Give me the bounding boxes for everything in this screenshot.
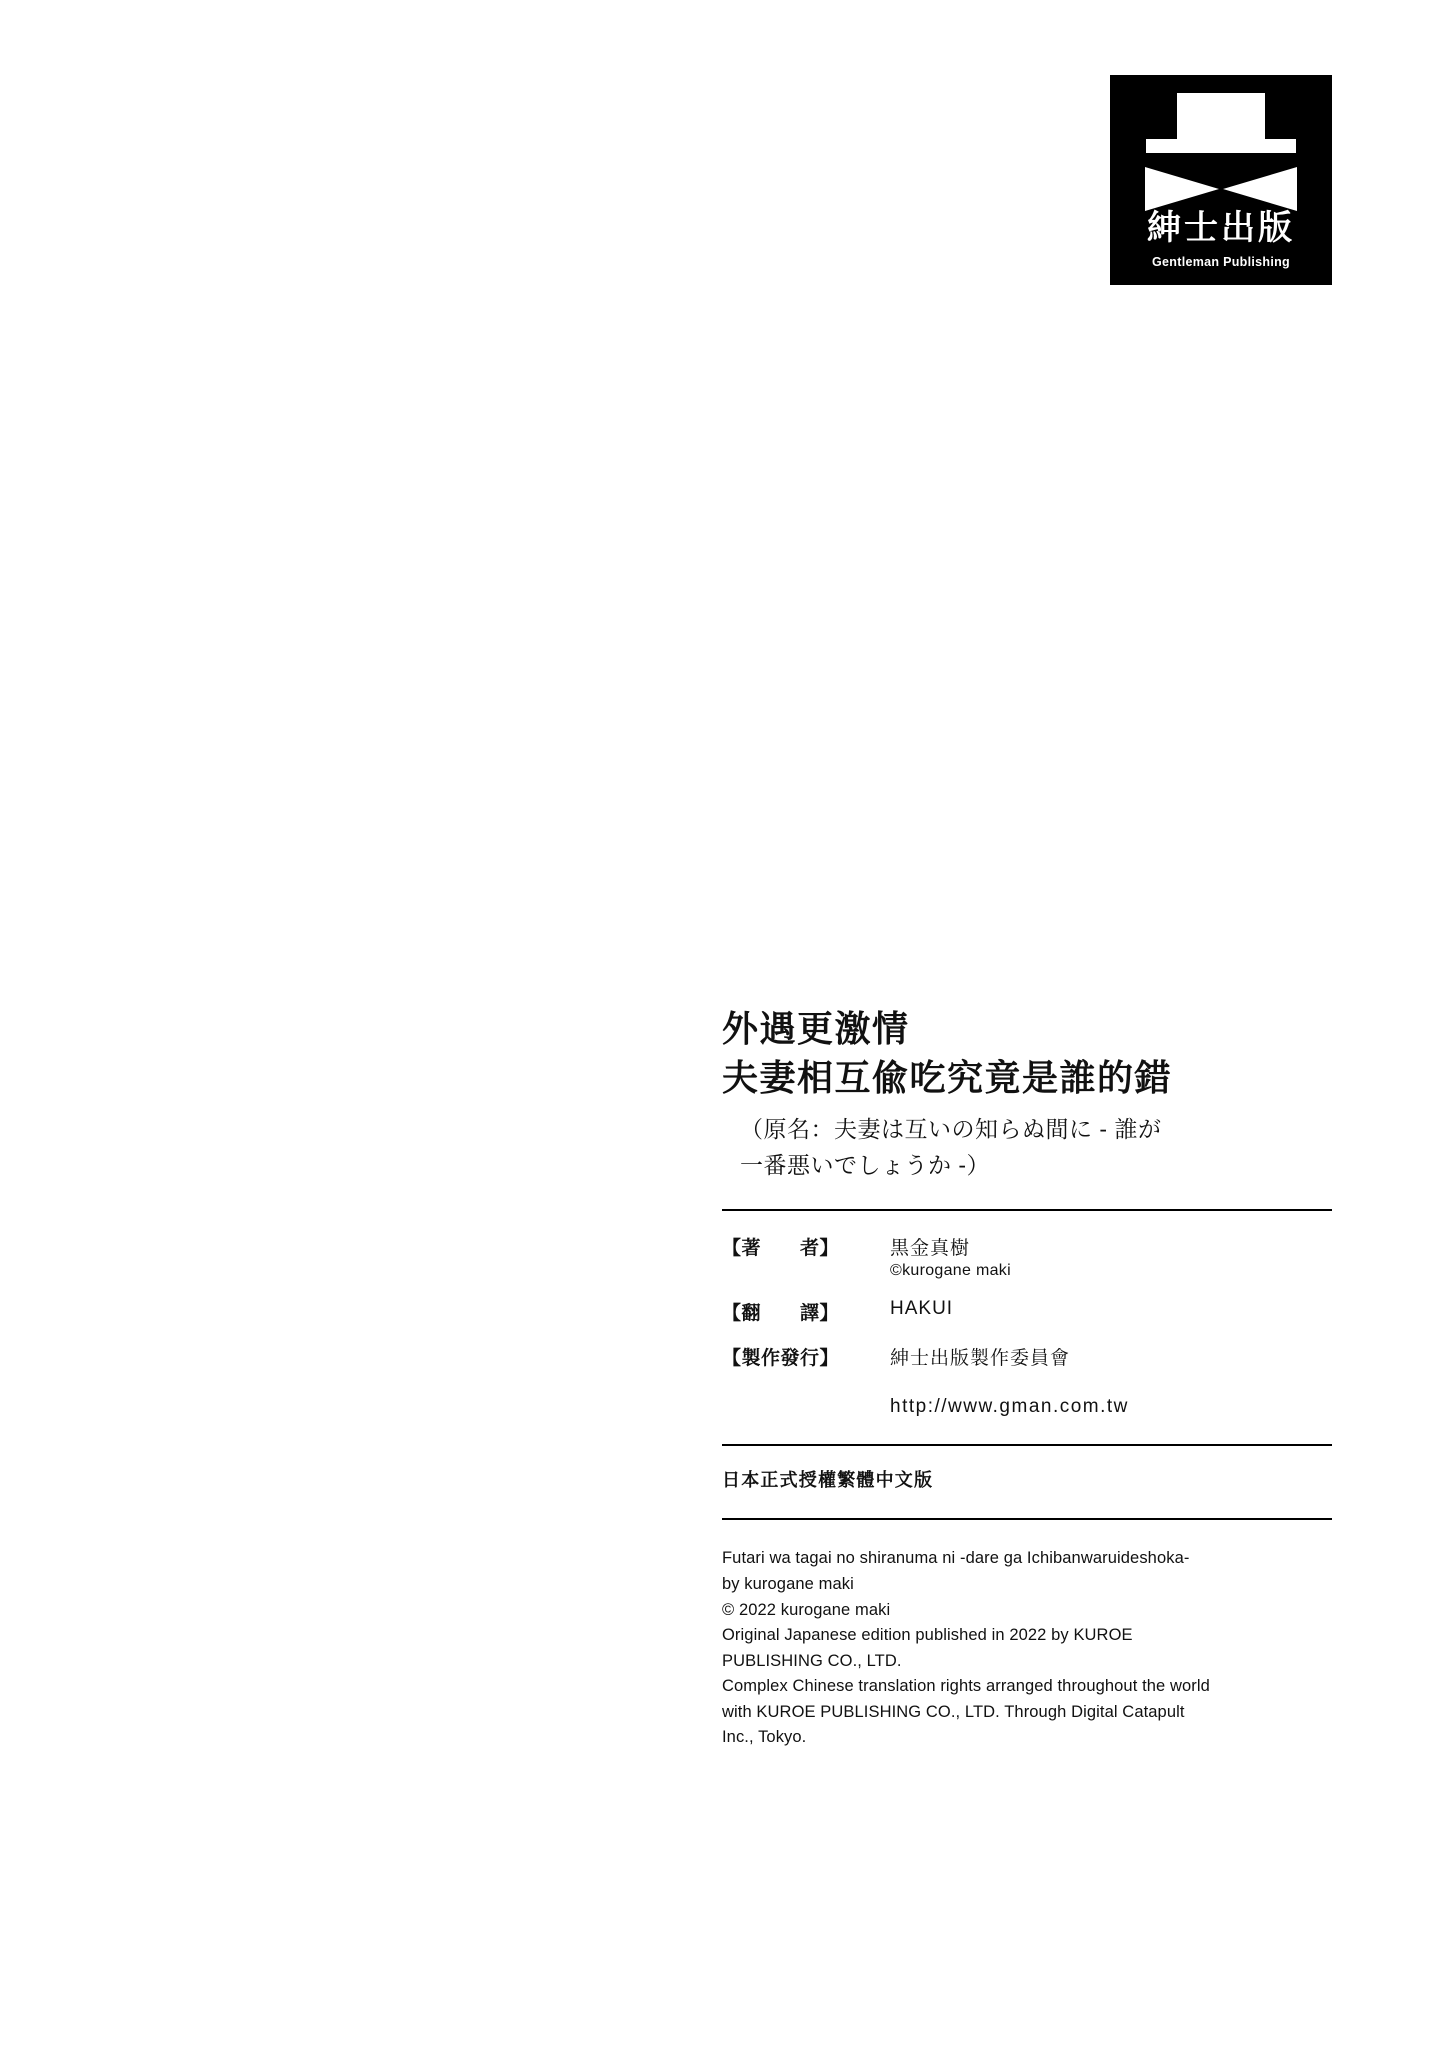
credit-value-group [890, 1298, 953, 1320]
publisher-name-cn: 紳士出版 [1147, 209, 1295, 247]
credit-row [722, 1343, 1332, 1370]
hat-crown-shape [1177, 93, 1265, 141]
english-notice-line: PUBLISHING CO., LTD. [722, 1651, 902, 1670]
english-notice-line: Complex Chinese translation rights arranged throughout the world [722, 1677, 1210, 1696]
publisher-url[interactable]: http://www.gman.com.tw [890, 1396, 1129, 1418]
english-notice-line: with KUROE PUBLISHING CO., LTD. Through Digital Catapult [722, 1702, 1185, 1721]
credit-label: 【製作發行】 [722, 1348, 840, 1370]
credit-row [722, 1233, 1332, 1280]
credit-row [722, 1298, 1332, 1325]
english-copyright-notice [722, 1546, 1332, 1751]
bowtie-shape [1145, 167, 1297, 211]
book-title-line-2: 夫妻相互偸吃究竟是誰的錯 [722, 1056, 1173, 1098]
credit-value: HAKUI [890, 1298, 954, 1320]
original-title-line-2: 一番悪いでしょうか -） [740, 1151, 991, 1178]
publisher-name-en: Gentleman Publishing [1152, 255, 1290, 269]
english-notice-line: Inc., Tokyo. [722, 1728, 807, 1747]
credit-subvalue: ©kurogane maki [890, 1262, 1011, 1280]
hat-brim-shape [1146, 139, 1296, 153]
book-title-line-1: 外遇更激情 [722, 1008, 910, 1049]
divider-middle [722, 1444, 1332, 1446]
original-title [740, 1112, 1332, 1183]
english-notice-line: Original Japanese edition published in 2022 by KUROE [722, 1626, 1133, 1645]
colophon-block [722, 1005, 1332, 1751]
top-hat-bowtie-icon [1110, 75, 1332, 215]
divider-bottom [722, 1518, 1332, 1520]
divider-top [722, 1209, 1332, 1211]
credit-label: 【翻 譯】 [722, 1303, 840, 1325]
credit-value: 黒金真樹 [890, 1238, 971, 1260]
credit-value-group [890, 1343, 1070, 1370]
original-title-line-1: （原名：夫妻は互いの知らぬ間に - 誰が [740, 1116, 1162, 1143]
english-notice-line: © 2022 kurogane maki [722, 1600, 891, 1619]
publisher-logo [1110, 75, 1332, 285]
book-title [722, 1005, 1332, 1102]
credit-value-group [890, 1233, 1011, 1280]
credit-value: 紳士出版製作委員會 [890, 1348, 1071, 1370]
english-notice-line: Futari wa tagai no shiranuma ni -dare ga Ichibanwaruideshoka- [722, 1549, 1190, 1568]
credits-list [722, 1233, 1332, 1418]
license-notice: 日本正式授權繁體中文版 [722, 1470, 934, 1491]
english-notice-line: by kurogane maki [722, 1575, 854, 1594]
credit-label: 【著 者】 [722, 1238, 840, 1260]
